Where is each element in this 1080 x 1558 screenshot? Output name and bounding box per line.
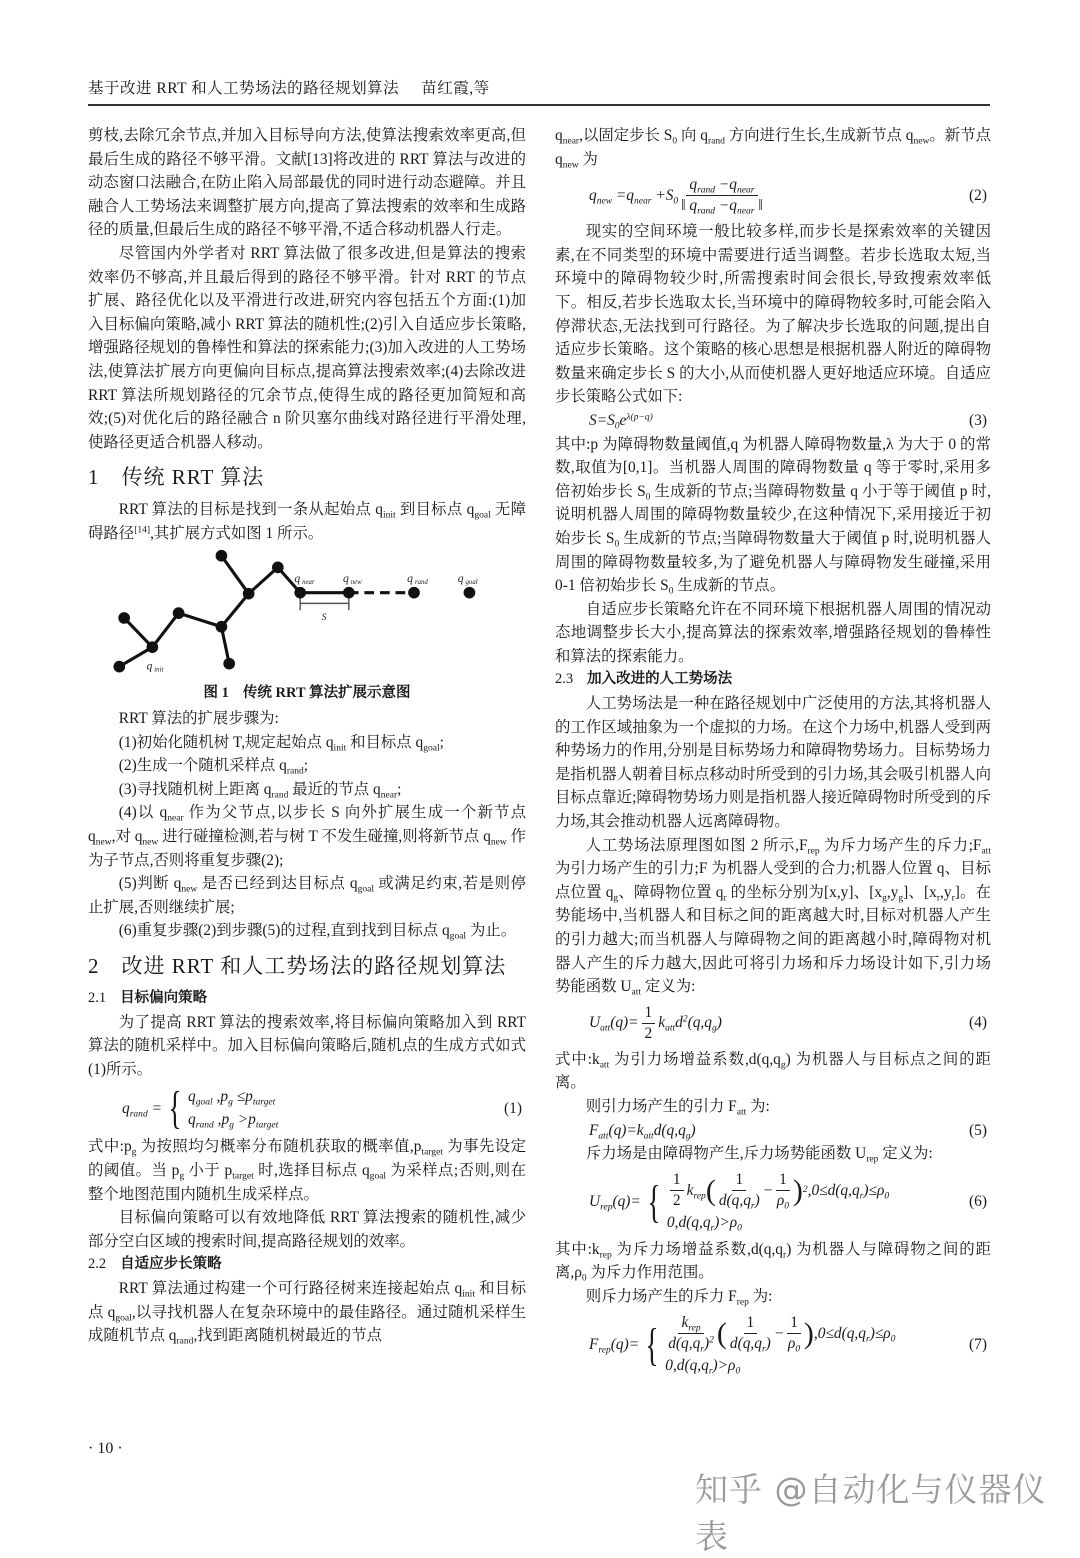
label-q-init: qinit xyxy=(146,659,164,673)
equation-7: $F_{rep}(q)=$ { $\frac{k_{rep}}{d(q,q_r)^2}$ ( $\frac{1}{d(q,q_r)}$ − $\frac{1}{\rho_0}$ ) $,0\le d(q,q_r)\le\rho_0$ $0,d(q,q_r)>\rho_0$ (7) xyxy=(589,1313,987,1376)
fraction-denominator: ‖ $q_{rand} -q_{near}$ ‖ xyxy=(681,197,763,217)
header-rule xyxy=(88,104,990,106)
fraction-numerator: 1 xyxy=(732,1170,746,1191)
node-q-near xyxy=(294,586,306,598)
tree-nodes xyxy=(113,549,475,672)
running-header xyxy=(88,76,990,98)
fraction-denominator: 2 xyxy=(672,1191,681,1209)
right-column xyxy=(555,124,991,1381)
list-item: (6)重复步骤(2)到步骤(5)的过程,直到找到目标点 $q_{goal}$ 为止。 xyxy=(118,922,517,942)
subsection-title: 目标偏向策略 xyxy=(120,990,208,1007)
equation-case: $0,d(q,q_r)>\rho_0$ xyxy=(665,1356,741,1376)
fraction-denominator: $d(q,q_r)^2$ xyxy=(668,1333,714,1354)
list-item: (5)判断 $q_{new}$ 是否已经到达目标点 $q_{goal}$ 或满足约束,若是则停止扩展,否则继续扩展; xyxy=(88,875,526,916)
paragraph: 为了提高 RRT 算法的搜索效率,将目标偏向策略加入到 RRT 算法的随机采样中。加入目标偏向策略后,随机点的生成方式如式(1)所示。 xyxy=(88,1013,526,1078)
condition: $,0\le d(q,q_r)\le\rho_0$ xyxy=(813,1324,896,1344)
equation-lhs: $U_{rep}(q)=$ xyxy=(589,1192,641,1213)
section-number: 2 xyxy=(88,954,100,979)
label-q-goal: qgoal xyxy=(457,571,478,586)
fraction-denominator: 2 xyxy=(644,1024,653,1042)
gain-coefficient: $k_{rep}$ xyxy=(686,1181,706,1202)
fraction-numerator: $q_{rand} -q_{near}$ xyxy=(686,175,757,196)
paragraph: 式中$:k_{att}$ 为引力场增益系数$,d(q,q_g)$ 为机器人与目标点之间的距离。 xyxy=(555,1050,991,1092)
fraction-numerator: 1 xyxy=(787,1313,801,1334)
rrt-tree-diagram xyxy=(88,546,526,688)
equation-number: (3) xyxy=(969,411,987,429)
fraction-numerator: 1 xyxy=(744,1313,758,1334)
node-q-new xyxy=(343,586,355,598)
fraction-numerator: 1 xyxy=(670,1170,684,1191)
paragraph: RRT 算法通过构建一个可行路径树来连接起始点 $q_{init}$ 和目标点 $q_{goal}$,以寻找机器人在复杂环境中的最佳路径。通过随机采样生成随机节点 $q_{rand}$,找到距离随机树最近的节点 xyxy=(88,1279,526,1347)
equation-number: (2) xyxy=(969,186,987,204)
subsection-heading xyxy=(88,1253,526,1277)
condition: $,0\le d(q,q_r)\le\rho_0$ xyxy=(807,1181,890,1202)
equation-number: (4) xyxy=(969,1014,987,1032)
paragraph: RRT 算法的扩展步骤为: xyxy=(118,710,279,728)
equation-5 xyxy=(555,1119,991,1143)
subsection-heading xyxy=(555,668,991,692)
fraction-denominator: $\rho_0$ xyxy=(787,1334,801,1354)
subsection-number: 2.2 xyxy=(88,1256,107,1273)
fraction-denominator: $d(q,q_r)$ xyxy=(729,1334,771,1354)
paragraph: $q_{near}$,以固定步长 $S_0$ 向 $q_{rand}$ 方向进行生长,生成新节点 $q_{new}$。新节点 $q_{new}$ 为 xyxy=(555,127,991,170)
section-number: 1 xyxy=(88,465,100,490)
equation-number: (6) xyxy=(969,1192,987,1210)
equation-2 xyxy=(555,175,991,216)
equation-1: $q_{rand}$ = { $q_{goal}$ $,p_g \le p_{target}$ $q_{rand}$ $,p_g >p_{target}$ (1) xyxy=(122,1082,522,1134)
figure-number: 图 1 xyxy=(203,684,229,701)
equation-number: (7) xyxy=(969,1335,987,1353)
paragraph: 自适应步长策略允许在不同环境下根据机器人周围的情况动态地调整步长大小,提高算法的探索效率,增强路径规划的鲁棒性和算法的探索能力。 xyxy=(555,600,991,665)
label-q-new: qnew xyxy=(342,571,362,586)
equation-6: $U_{rep}(q)=$ { $\frac{1}{2}$ $k_{rep}$ ( $\frac{1}{d(q,q_r)}$ − $\frac{1}{\rho_0}$ ) 2 $,0\le d(q,q_r)\le\rho_0$ $0,d(q,q_r)>\rho_0$ (6) xyxy=(589,1170,987,1234)
list-item: (2)生成一个随机采样点 $q_{rand}$; xyxy=(118,757,309,777)
paragraph: 尽管国内外学者对 RRT 算法做了很多改进,但是算法的搜索效率仍不够高,并且最后得到的路径不够平滑。针对 RRT 的节点扩展、路径优化以及平滑进行改进,研究内容包括五个方面:(1)加入目标偏向策略,减小 RRT 算法的随机性;(2)引入自适应步长策略,增强路径规划的鲁棒性和算法的探索能力;(3)加入改进的人工势场法,使算法扩展方向更偏向目标点,提高算法搜索效率;(4)去除改进 RRT 算法所规划路径的冗余节点,使得生成的路径更加简短和高效;(5)对优化后的路径融合 n 阶贝塞尔曲线对路径进行平滑处理,使路径更适合机器人移动。 xyxy=(88,244,526,451)
paragraph: 人工势场法是一种在路径规划中广泛使用的方法,其将机器人的工作区域抽象为一个虚拟的力场。在这个力场中,机器人受到两种势场力的作用,分别是目标势场力和障碍物势场力。目标势场力是指机器人朝着目标点移动时所受到的引力场,其会吸引机器人向目标点靠近;障碍物势场力则是指机器人接近障碍物时所受到的斥力场,其会推动机器人远离障碍物。 xyxy=(555,695,991,831)
subsection-number: 2.1 xyxy=(88,990,107,1007)
section-title: 改进 RRT 和人工势场法的路径规划算法 xyxy=(121,954,507,979)
section-heading-2 xyxy=(88,951,526,981)
list-item: (1)初始化随机树 T,规定起始点 $q_{init}$ 和目标点 $q_{goal}$; xyxy=(118,733,444,754)
fraction-denominator: $d(q,q_r)$ xyxy=(718,1191,760,1212)
fraction-numerator: 1 xyxy=(642,1003,656,1024)
watermark: 知乎 @自动化与仪器仪表 xyxy=(695,1470,1047,1556)
equation-expression: $S=S_0e^{\lambda(p-q)}$ xyxy=(589,411,653,432)
equation-number: (1) xyxy=(504,1099,522,1117)
equation-case: $q_{goal}$ $,p_g \le p_{target}$ xyxy=(188,1088,276,1108)
subsection-number: 2.3 xyxy=(555,671,574,688)
step-size-bracket xyxy=(300,598,349,610)
label-step-s: S xyxy=(321,611,327,623)
equation-case: $\frac{1}{2}$ $k_{rep}$ ( $\frac{1}{d(q,q_r)}$ − $\frac{1}{\rho_0}$ ) 2 $,0\le d(q,q_r)\le\rho_0$ xyxy=(667,1170,889,1211)
equation-rhs: $k_{att}d^2(q,q_g)$ xyxy=(658,1013,722,1034)
list-item: (3)寻找随机树上距离 $q_{rand}$ 最近的节点 $q_{near}$; xyxy=(118,780,402,801)
equation-3 xyxy=(555,409,991,433)
section-title: 传统 RRT 算法 xyxy=(121,465,265,490)
equation-case: $\frac{k_{rep}}{d(q,q_r)^2}$ ( $\frac{1}{d(q,q_r)}$ − $\frac{1}{\rho_0}$ ) $,0\le d(q,q_r)\le\rho_0$ xyxy=(668,1313,896,1354)
paragraph: 则斥力场产生的斥力 $F_{rep}$ 为: xyxy=(585,1287,773,1308)
section-heading-1 xyxy=(88,462,526,492)
equation-lhs: $U_{att}(q)=$ xyxy=(589,1014,639,1034)
running-authors: 苗红霞,等 xyxy=(421,80,490,97)
figure-caption xyxy=(88,682,526,706)
label-q-rand: qrand xyxy=(407,571,428,586)
fraction-numerator: $k_{rep}$ xyxy=(678,1313,703,1334)
figure-title: 传统 RRT 算法扩展示意图 xyxy=(242,684,411,701)
paragraph: 剪枝,去除冗余节点,并加入目标导向方法,使算法搜索效率更高,但最后生成的路径不够平滑。文献[13]将改进的 RRT 算法与改进的动态窗口法融合,在防止陷入局部最优的同时进行动态避障。并且融合人工势场法来调整扩展方向,提高了算法搜索的效率和生成路径的质量,但最后生成的路径不够平滑,不适合移动机器人行走。 xyxy=(88,127,526,239)
equation-lhs: $q_{new} =q_{near} +S_0$ xyxy=(589,186,679,207)
equation-expression: $F_{att}(q)=k_{att}d(q,q_g)$ xyxy=(589,1121,696,1141)
paragraph: 现实的空间环境一般比较多样,而步长是探索效率的关键因素,在不同类型的环境中需要进行适当调整。若步长选取太短,当环境中的障碍物较少时,所需搜索时间会很长,导致搜索效率低下。相反,若步长选取太长,当环境中的障碍物较多时,可能会陷入停滞状态,无法找到可行路径。为了解决步长选取的问题,提出自适应步长策略。这个策略的核心思想是根据机器人附近的障碍物数量来确定步长 S 的大小,从而使机器人更好地适应环境。自适应步长策略公式如下: xyxy=(555,223,991,406)
page-number: · 10 · xyxy=(88,1440,123,1457)
figure-1-rrt-expansion xyxy=(88,546,526,706)
node-q-goal xyxy=(464,586,476,598)
node-q-rand xyxy=(408,586,420,598)
paragraph: 其中$:k_{rep}$ 为斥力场增益系数$,d(q,q_r)$ 为机器人与障碍物之间的距离$,\rho_0$ 为斥力作用范围。 xyxy=(555,1240,991,1284)
equation-lhs: $q_{rand}$ = xyxy=(122,1099,162,1119)
equation-case: $q_{rand}$ $,p_g >p_{target}$ xyxy=(188,1111,279,1131)
equation-number: (5) xyxy=(969,1121,987,1139)
equation-4 xyxy=(555,1003,991,1044)
left-column xyxy=(88,124,526,1348)
subsection-title: 自适应步长策略 xyxy=(120,1256,222,1273)
paragraph: 式中$:p_g$ 为按照均匀概率分布随机获取的概率值$,p_{target}$ 为事先设定的阈值。当 $p_g$ 小于 $p_{target}$ 时,选择目标点 $q_{goal}$ 为采样点;否则,则在整个地图范围内随机生成采样点。 xyxy=(88,1138,526,1203)
paragraph: 斥力场是由障碍物产生,斥力场势能函数 $U_{rep}$ 定义为: xyxy=(585,1145,933,1165)
paragraph: RRT 算法的目标是找到一条从起始点 $q_{init}$ 到目标点 $q_{goal}$ 无障碍路径[14],其扩展方式如图 1 所示。 xyxy=(88,501,526,542)
paragraph: 其中:p 为障碍物数量阈值,q 为机器人障碍物数量,λ 为大于 0 的常数,取值为[0,1]。当机器人周围的障碍物数量 q 等于零时,采用多倍初始步长 $S_0$ 生成新的节点;当障碍物数量 q 小于等于阈值 p 时,说明机器人周围的障碍物数量较少,在这种情况下,采用接近于初始步长 $S_0$ 生成新的节点;当障碍物数量大于阈值 p 时,说明机器人周围的障碍物数量较多,为了避免机器人与障碍物发生碰撞,采用 0-1 倍初始步长 $S_0$ 生成新的节点。 xyxy=(555,435,991,597)
label-q-near: qnear xyxy=(294,571,315,586)
paragraph: 人工势场法原理图如图 2 所示$,F_{rep}$ 为斥力场产生的斥力$;F_{att}$ 为引力场产生的引力;F 为机器人受到的合力;机器人位置 q、目标点位置 $q_g$、障碍物位置 $q_r$ 的坐标分别为[x,y]、$[x_g,y_g]$、$[x_r,y_r]$。在势能场中,当机器人和目标之间的距离越大时,目标对机器人产生的引力越大;而当机器人与障碍物之间的距离越小时,障碍物对机器人产生的斥力越大,因此可将引力场和斥力场设计如下,引力场势能函数 $U_{att}$ 定义为: xyxy=(555,836,991,998)
paragraph: 则引力场产生的引力 $F_{att}$ 为: xyxy=(585,1097,770,1118)
fraction-denominator: $\rho_0$ xyxy=(776,1191,790,1212)
list-item: (4)以 $q_{near}$ 作为父节点,以步长 S 向外扩展生成一个新节点 $q_{new}$,对 $q_{new}$ 进行碰撞检测,若与树 T 不发生碰撞,则将新节点 $q_{new}$ 作为子节点,否则将重复步骤(2); xyxy=(88,804,527,869)
equation-case: $0,d(q,q_r)>\rho_0$ xyxy=(666,1213,742,1234)
running-title: 基于改进 RRT 和人工势场法的路径规划算法 xyxy=(88,80,400,97)
subsection-title: 加入改进的人工势场法 xyxy=(587,671,733,688)
fraction-numerator: 1 xyxy=(776,1170,790,1191)
paragraph: 目标偏向策略可以有效地降低 RRT 算法搜索的随机性,减少部分空白区域的搜索时间,提高路径规划的效率。 xyxy=(88,1209,526,1250)
equation-lhs: $F_{rep}(q)=$ xyxy=(589,1335,640,1356)
subsection-heading xyxy=(88,987,526,1011)
